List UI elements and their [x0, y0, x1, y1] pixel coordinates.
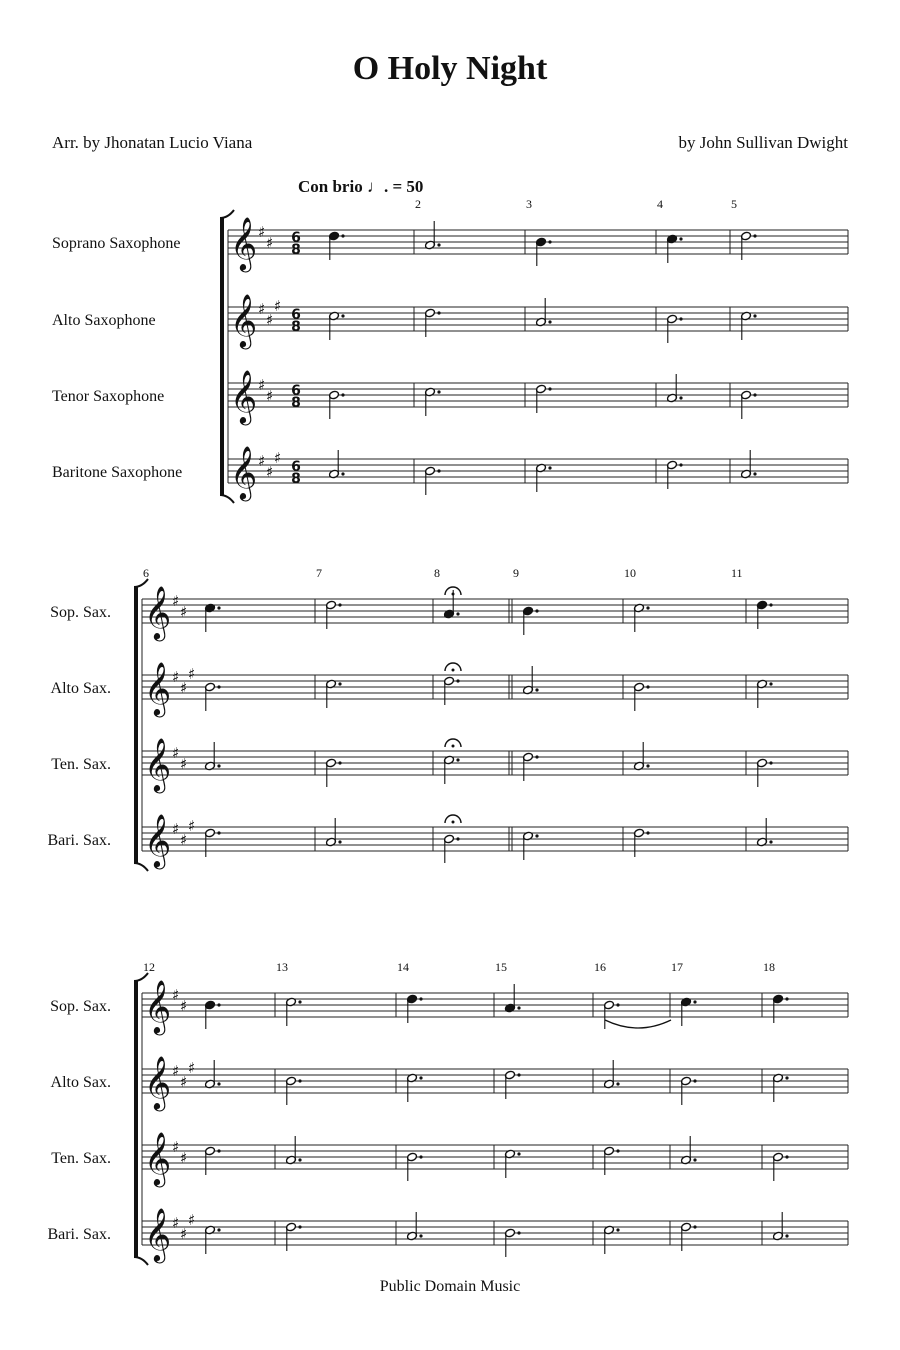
time-signature-denominator: 8 — [291, 395, 301, 411]
time-signature-denominator: 8 — [291, 319, 301, 335]
augmentation-dot — [298, 1158, 301, 1161]
augmentation-dot — [753, 314, 756, 317]
augmentation-dot — [769, 761, 772, 764]
augmentation-dot — [217, 764, 220, 767]
sharp-icon: ♯ — [172, 986, 180, 1004]
measure-number: 9 — [513, 566, 519, 580]
time-signature-numerator: 6 — [291, 230, 301, 246]
tempo-value: = 50 — [392, 177, 424, 196]
measure-number: 11 — [731, 566, 743, 580]
instrument-label: Ten. Sax. — [51, 1150, 111, 1167]
augmentation-dot — [753, 393, 756, 396]
augmentation-dot — [456, 837, 459, 840]
augmentation-dot — [338, 682, 341, 685]
measure-number: 6 — [143, 566, 149, 580]
sharp-icon: ♯ — [180, 679, 188, 697]
augmentation-dot — [419, 997, 422, 1000]
augmentation-dot — [616, 1149, 619, 1152]
sharp-icon: ♯ — [172, 744, 180, 762]
instrument-label: Tenor Saxophone — [52, 388, 165, 405]
treble-clef-icon: 𝄞 — [230, 293, 258, 347]
sharp-icon: ♯ — [172, 592, 180, 610]
treble-clef-icon: 𝄞 — [144, 813, 172, 867]
instrument-label: Alto Sax. — [50, 680, 111, 697]
sharp-icon: ♯ — [172, 668, 180, 686]
augmentation-dot — [217, 685, 220, 688]
augmentation-dot — [217, 831, 220, 834]
augmentation-dot — [419, 1234, 422, 1237]
augmentation-dot — [693, 1158, 696, 1161]
augmentation-dot — [679, 237, 682, 240]
augmentation-dot — [616, 1082, 619, 1085]
augmentation-dot — [456, 679, 459, 682]
treble-clef-icon: 𝄞 — [230, 445, 258, 499]
fermata-icon — [452, 593, 455, 596]
sharp-icon: ♯ — [180, 997, 188, 1015]
sharp-icon: ♯ — [188, 665, 196, 683]
treble-clef-icon: 𝄞 — [144, 1055, 172, 1109]
instrument-label: Sop. Sax. — [50, 604, 111, 621]
sharp-icon: ♯ — [266, 311, 274, 329]
augmentation-dot — [298, 1079, 301, 1082]
treble-clef-icon: 𝄞 — [144, 979, 172, 1033]
measure-number: 4 — [657, 197, 663, 211]
instrument-label: Soprano Saxophone — [52, 235, 181, 252]
augmentation-dot — [693, 1079, 696, 1082]
measure-number: 7 — [316, 566, 322, 580]
instrument-label: Alto Sax. — [50, 1074, 111, 1091]
measure-number: 14 — [397, 960, 409, 974]
sharp-icon: ♯ — [172, 820, 180, 838]
augmentation-dot — [646, 606, 649, 609]
sharp-icon: ♯ — [258, 452, 266, 470]
augmentation-dot — [217, 1082, 220, 1085]
augmentation-dot — [338, 761, 341, 764]
augmentation-dot — [437, 469, 440, 472]
sharp-icon: ♯ — [258, 223, 266, 241]
augmentation-dot — [753, 234, 756, 237]
sharp-icon: ♯ — [180, 831, 188, 849]
augmentation-dot — [679, 463, 682, 466]
fermata-icon — [452, 745, 455, 748]
augmentation-dot — [217, 1003, 220, 1006]
augmentation-dot — [785, 1155, 788, 1158]
tie — [605, 1020, 671, 1028]
composer-credit: by John Sullivan Dwight — [678, 133, 848, 152]
treble-clef-icon: 𝄞 — [144, 737, 172, 791]
measure-number: 13 — [276, 960, 288, 974]
augmentation-dot — [769, 840, 772, 843]
augmentation-dot — [517, 1231, 520, 1234]
augmentation-dot — [217, 606, 220, 609]
sharp-icon: ♯ — [180, 603, 188, 621]
tempo-text: Con brio — [298, 177, 363, 196]
instrument-label: Baritone Saxophone — [52, 464, 183, 481]
sharp-icon: ♯ — [188, 817, 196, 835]
augmentation-dot — [646, 831, 649, 834]
time-signature-denominator: 8 — [291, 242, 301, 258]
treble-clef-icon: 𝄞 — [144, 661, 172, 715]
measure-number: 18 — [763, 960, 775, 974]
augmentation-dot — [785, 1076, 788, 1079]
treble-clef-icon: 𝄞 — [144, 585, 172, 639]
augmentation-dot — [693, 1000, 696, 1003]
measure-number: 17 — [671, 960, 683, 974]
sharp-icon: ♯ — [266, 234, 274, 252]
augmentation-dot — [535, 688, 538, 691]
augmentation-dot — [616, 1228, 619, 1231]
sharp-icon: ♯ — [266, 387, 274, 405]
sharp-icon: ♯ — [266, 463, 274, 481]
measure-number: 2 — [415, 197, 421, 211]
augmentation-dot — [693, 1225, 696, 1228]
sharp-icon: ♯ — [188, 1059, 196, 1077]
measure-number: 12 — [143, 960, 155, 974]
augmentation-dot — [679, 396, 682, 399]
augmentation-dot — [769, 682, 772, 685]
sharp-icon: ♯ — [172, 1138, 180, 1156]
augmentation-dot — [646, 685, 649, 688]
fermata-icon — [452, 669, 455, 672]
augmentation-dot — [769, 603, 772, 606]
measure-number: 10 — [624, 566, 636, 580]
augmentation-dot — [679, 317, 682, 320]
augmentation-dot — [419, 1076, 422, 1079]
footer-text: Public Domain Music — [379, 1278, 521, 1295]
score-title: O Holy Night — [352, 50, 548, 87]
augmentation-dot — [341, 234, 344, 237]
sharp-icon: ♯ — [258, 300, 266, 318]
augmentation-dot — [456, 758, 459, 761]
augmentation-dot — [616, 1003, 619, 1006]
augmentation-dot — [548, 240, 551, 243]
sharp-icon: ♯ — [180, 755, 188, 773]
time-signature-numerator: 6 — [291, 383, 301, 399]
augmentation-dot — [535, 609, 538, 612]
augmentation-dot — [341, 314, 344, 317]
time-signature-numerator: 6 — [291, 459, 301, 475]
arranger-credit: Arr. by Jhonatan Lucio Viana — [52, 133, 253, 152]
sharp-icon: ♯ — [274, 449, 282, 467]
augmentation-dot — [341, 393, 344, 396]
measure-number: 16 — [594, 960, 606, 974]
treble-clef-icon: 𝄞 — [230, 369, 258, 423]
measure-number: 8 — [434, 566, 440, 580]
augmentation-dot — [456, 612, 459, 615]
augmentation-dot — [517, 1006, 520, 1009]
treble-clef-icon: 𝄞 — [230, 216, 258, 270]
sharp-icon: ♯ — [180, 1149, 188, 1167]
augmentation-dot — [437, 243, 440, 246]
fermata-icon — [452, 821, 455, 824]
instrument-label: Alto Saxophone — [52, 312, 156, 329]
augmentation-dot — [419, 1155, 422, 1158]
augmentation-dot — [785, 997, 788, 1000]
dotted-quarter-note-icon: ♩. — [366, 177, 389, 196]
measure-number: 15 — [495, 960, 507, 974]
augmentation-dot — [535, 755, 538, 758]
time-signature-numerator: 6 — [291, 307, 301, 323]
instrument-label: Sop. Sax. — [50, 998, 111, 1015]
sharp-icon: ♯ — [180, 1073, 188, 1091]
augmentation-dot — [517, 1152, 520, 1155]
augmentation-dot — [217, 1149, 220, 1152]
augmentation-dot — [753, 472, 756, 475]
augmentation-dot — [517, 1073, 520, 1076]
augmentation-dot — [298, 1225, 301, 1228]
sharp-icon: ♯ — [188, 1211, 196, 1229]
sharp-icon: ♯ — [180, 1225, 188, 1243]
treble-clef-icon: 𝄞 — [144, 1207, 172, 1261]
treble-clef-icon: 𝄞 — [144, 1131, 172, 1185]
sharp-icon: ♯ — [258, 376, 266, 394]
augmentation-dot — [217, 1228, 220, 1231]
measure-number: 3 — [526, 197, 532, 211]
time-signature-denominator: 8 — [291, 471, 301, 487]
instrument-label: Bari. Sax. — [47, 1226, 111, 1243]
augmentation-dot — [341, 472, 344, 475]
augmentation-dot — [338, 603, 341, 606]
augmentation-dot — [548, 466, 551, 469]
sharp-icon: ♯ — [274, 297, 282, 315]
augmentation-dot — [646, 764, 649, 767]
measure-number: 5 — [731, 197, 737, 211]
augmentation-dot — [437, 390, 440, 393]
augmentation-dot — [548, 387, 551, 390]
instrument-label: Ten. Sax. — [51, 756, 111, 773]
augmentation-dot — [548, 320, 551, 323]
augmentation-dot — [298, 1000, 301, 1003]
instrument-label: Bari. Sax. — [47, 832, 111, 849]
augmentation-dot — [338, 840, 341, 843]
augmentation-dot — [437, 311, 440, 314]
sharp-icon: ♯ — [172, 1214, 180, 1232]
augmentation-dot — [535, 834, 538, 837]
sharp-icon: ♯ — [172, 1062, 180, 1080]
augmentation-dot — [785, 1234, 788, 1237]
